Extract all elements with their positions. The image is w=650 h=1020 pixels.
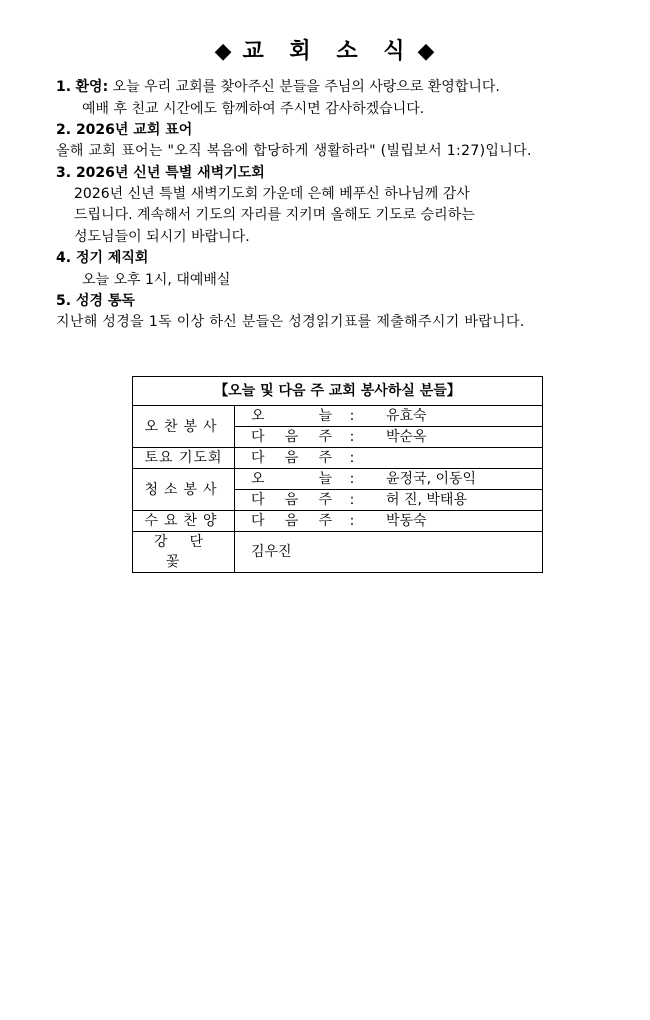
category-cell: 강단꽃	[133, 532, 235, 573]
table-row	[133, 406, 543, 427]
colon: :	[349, 471, 355, 487]
colon: :	[349, 492, 355, 508]
when-cell: 다 음 주	[251, 429, 332, 445]
item-text: 올해 교회 표어는 "오직 복음에 합당하게 생활하라" (빌립보서 1:27)입니다.	[56, 143, 532, 159]
notice-item-3	[56, 163, 265, 183]
item-text: 오늘 우리 교회를 찾아주신 분들을 주님의 사랑으로 환영합니다.	[112, 79, 500, 95]
item-text: 오늘 오후 1시, 대예배실	[82, 272, 231, 288]
table-row	[133, 448, 543, 469]
diamond-icon: ◆	[214, 39, 233, 64]
table-row	[133, 469, 543, 490]
who-cell: 유효숙	[386, 408, 427, 424]
who-cell: 윤정국, 이동익	[386, 471, 477, 487]
colon: :	[349, 513, 355, 529]
item-text: 드립니다. 계속해서 기도의 자리를 지키며 올해도 기도로 승리하는	[74, 207, 475, 223]
item-heading: 2026년 신년 특별 새벽기도회	[75, 165, 265, 181]
item-heading: 정기 제직회	[75, 250, 149, 266]
item-text: 성도님들이 되시기 바랍니다.	[74, 229, 250, 245]
who-cell: 허 진, 박태용	[386, 492, 467, 508]
item-heading: 환영:	[75, 79, 109, 95]
category-cell: 수요찬양	[133, 511, 235, 532]
when-cell: 오 늘	[251, 471, 332, 487]
item-number: 4.	[56, 250, 72, 266]
item-number: 3.	[56, 165, 72, 181]
page-title	[0, 34, 650, 65]
service-table	[132, 376, 543, 573]
table-header-row	[133, 377, 543, 406]
when-cell: 다 음 주	[251, 492, 332, 508]
who-cell: 김우진	[251, 544, 292, 560]
item-heading: 성경 통독	[75, 293, 135, 309]
table-row	[133, 511, 543, 532]
when-cell: 다 음 주	[251, 513, 332, 529]
title-text: 교 회 소 식	[242, 39, 414, 64]
category-cell: 오찬봉사	[133, 406, 235, 448]
colon: :	[349, 450, 355, 466]
item-text: 지난해 성경을 1독 이상 하신 분들은 성경읽기표를 제출해주시기 바랍니다.	[56, 314, 525, 330]
item-text: 예배 후 친교 시간에도 함께하여 주시면 감사하겠습니다.	[82, 101, 425, 117]
notice-item-5	[56, 291, 135, 311]
when-cell: 다 음 주	[251, 450, 332, 466]
item-text: 2026년 신년 특별 새벽기도회 가운데 은혜 베푸신 하나님께 감사	[74, 186, 470, 202]
item-heading: 2026년 교회 표어	[75, 122, 193, 138]
notice-item-1	[56, 77, 500, 97]
who-cell: 박동숙	[386, 513, 427, 529]
colon: :	[349, 408, 355, 424]
category-cell: 청소봉사	[133, 469, 235, 511]
table-row	[133, 532, 543, 573]
colon: :	[349, 429, 355, 445]
who-cell: 박순옥	[386, 429, 427, 445]
table-header: 【오늘 및 다음 주 교회 봉사하실 분들】	[133, 377, 543, 406]
item-number: 5.	[56, 293, 72, 309]
notice-item-4	[56, 248, 148, 268]
item-number: 2.	[56, 122, 72, 138]
when-cell: 오 늘	[251, 408, 332, 424]
category-cell: 토요 기도회	[133, 448, 235, 469]
notice-item-2	[56, 120, 192, 140]
diamond-icon: ◆	[417, 39, 436, 64]
item-number: 1.	[56, 79, 72, 95]
